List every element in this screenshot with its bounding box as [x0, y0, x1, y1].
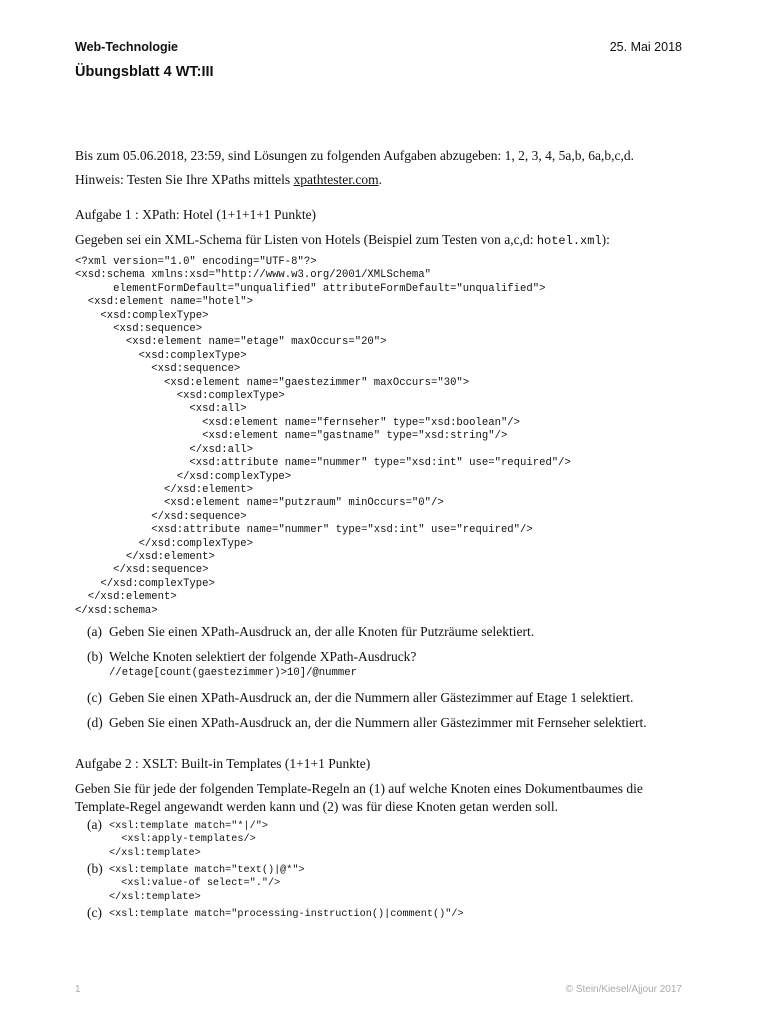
task1-item-d: [87, 715, 647, 731]
task1-description: [75, 232, 610, 248]
task1-title: Aufgabe 1 : XPath: Hotel (1+1+1+1 Punkte): [75, 207, 317, 222]
hotel-xml-filename: hotel.xml: [536, 234, 602, 248]
item-label: (d): [87, 715, 103, 730]
sheet-date: 25. Mai 2018: [609, 40, 682, 54]
hint-line: [75, 172, 382, 188]
task1-item-c: [87, 690, 633, 706]
task2-title: Aufgabe 2 : XSLT: Built-in Templates (1+1+1 Punkte): [75, 756, 371, 771]
xsl-template-c-code: <xsl:template match="processing-instruction()|comment()"/>: [109, 909, 464, 920]
xsl-template-a-code: <xsl:template match="*|/"> <xsl:apply-templates/> </xsl:template>: [109, 821, 268, 859]
page-number: 1: [75, 984, 81, 995]
deadline-text: Bis zum 05.06.2018, 23:59, sind Lösungen zu folgenden Aufgaben abzugeben: 1, 2, 3, 4, 5a,b, 6a,b,c,d.: [75, 148, 635, 163]
hint-prefix: Hinweis: Testen Sie Ihre XPaths mittels: [75, 172, 294, 187]
item-text: Geben Sie einen XPath-Ausdruck an, der alle Knoten für Putzräume selektiert.: [109, 624, 535, 639]
item-text: Welche Knoten selektiert der folgende XPath-Ausdruck?: [109, 649, 417, 664]
task2-item-b-label: (b): [87, 861, 103, 876]
item-label: (c): [87, 690, 102, 705]
hint-suffix: .: [378, 172, 383, 187]
task1-desc-prefix: Gegeben sei ein XML-Schema für Listen von Hotels (Beispiel zum Testen von a,c,d:: [75, 232, 537, 247]
xpath-expression-code: //etage[count(gaestezimmer)>10]/@nummer: [109, 667, 357, 679]
item-label: (a): [87, 624, 102, 639]
item-text: Geben Sie einen XPath-Ausdruck an, der die Nummern aller Gästezimmer auf Etage 1 selektiert.: [109, 690, 634, 705]
xsl-template-b-code: <xsl:template match="text()|@*"> <xsl:value-of select="."/> </xsl:template>: [109, 865, 305, 903]
item-label: (b): [87, 649, 103, 664]
item-text: Geben Sie einen XPath-Ausdruck an, der die Nummern aller Gästezimmer mit Fernseher selektiert.: [109, 715, 647, 730]
task2-description-line2: Template-Regel angewandt werden kann und (2) was für diese Knoten getan werden soll.: [75, 799, 559, 814]
xml-schema-code: <?xml version="1.0" encoding="UTF-8"?> <xsd:schema xmlns:xsd="http://www.w3.org/2001/XMLSchema" elementFormDefault="unqualified" attributeFormDefault="unqualified"> <xsd:element name="hotel"> <xsd:complexType> <xsd:sequence> <xsd:element name="etage" maxOccurs="20"> <xsd:complexType> <xsd:sequence> <xsd:element name="gaestezimmer" maxOccurs="30"> <xsd:complexType> <xsd:all> <xsd:element name="fernseher" type="xsd:boolean"/> <xsd:element name="gastname" type="xsd:string"/> </xsd:all> <xsd:attribute name="nummer" type="xsd:int" use="required"/> </xsd:complexType> </xsd:element> <xsd:element name="putzraum" minOccurs="0"/> </xsd:sequence> <xsd:attribute name="nummer" type="xsd:int" use="required"/> </xsd:complexType> </xsd:element> </xsd:sequence> </xsd:complexType> </xsd:element> </xsd:schema>: [75, 256, 571, 617]
page-title: Übungsblatt 4 WT:III: [75, 64, 214, 80]
xpathtester-link[interactable]: xpathtester.com: [293, 172, 379, 187]
task1-desc-suffix: ):: [601, 232, 610, 247]
task1-item-b: [87, 649, 416, 665]
copyright-notice: © Stein/Kiesel/Ajjour 2017: [565, 984, 682, 995]
task1-item-a: [87, 624, 534, 640]
task2-description-line1: Geben Sie für jede der folgenden Template-Regeln an (1) auf welche Knoten eines Dokumentbaumes die: [75, 781, 643, 796]
task2-item-c-label: (c): [87, 905, 102, 920]
course-name: Web-Technologie: [75, 40, 179, 54]
task2-item-a-label: (a): [87, 817, 102, 832]
